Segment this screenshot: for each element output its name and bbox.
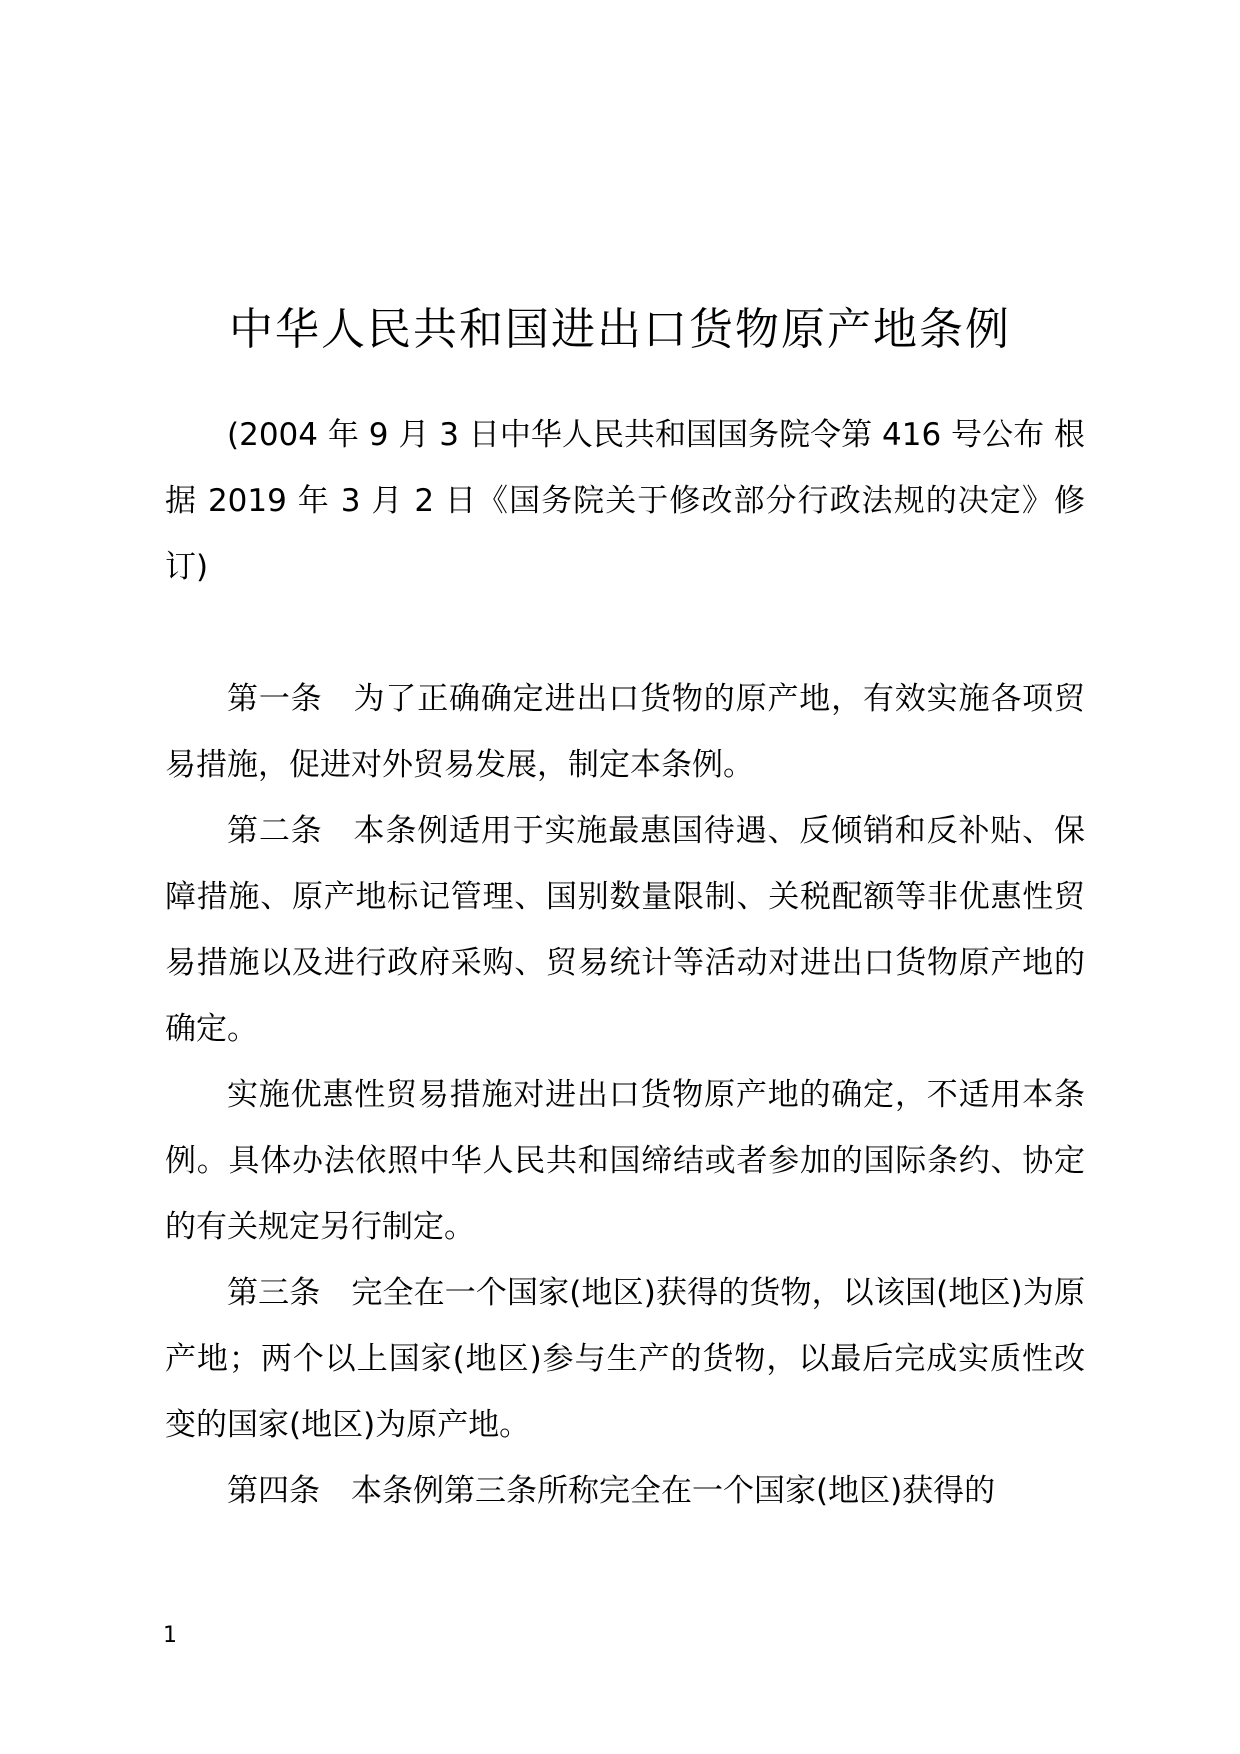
article-number: 第二条 [227,813,323,849]
paragraph-text: 实施优惠性贸易措施对进出口货物原产地的确定，不适用本条例。具体办法依照中华人民共和国缔结或者参加的国际条约、协定的有关规定另行制定。 [165,1077,1085,1245]
article-number: 第三条 [227,1275,321,1311]
article-text: 为了正确确定进出口货物的原产地，有效实施各项贸易措施，促进对外贸易发展，制定本条例。 [165,681,1086,783]
article-1 [165,666,1085,798]
article-number: 第一条 [227,681,323,717]
article-3 [165,1260,1085,1458]
article-text: 本条例适用于实施最惠国待遇、反倾销和反补贴、保障措施、原产地标记管理、国别数量限制、关税配额等非优惠性贸易措施以及进行政府采购、贸易统计等活动对进出口货物原产地的确定。 [165,813,1086,1047]
article-text: 完全在一个国家(地区)获得的货物，以该国(地区)为原产地；两个以上国家(地区)参与生产的货物，以最后完成实质性改变的国家(地区)为原产地。 [165,1275,1086,1443]
article-2 [165,798,1085,1062]
page-number: 1 [163,1623,177,1648]
article-number: 第四条 [227,1473,320,1509]
preamble: (2004 年 9 月 3 日中华人民共和国国务院令第 416 号公布 根据 2019 年 3 月 2 日《国务院关于修改部分行政法规的决定》修订) [165,417,1085,585]
article-text: 本条例第三条所称完全在一个国家(地区)获得的 [351,1473,996,1509]
article-4 [165,1458,1085,1524]
document-title: 中华人民共和国进出口货物原产地条例 [229,304,1011,355]
article-2-paragraph-2 [165,1062,1085,1260]
document-body [165,402,1085,1524]
